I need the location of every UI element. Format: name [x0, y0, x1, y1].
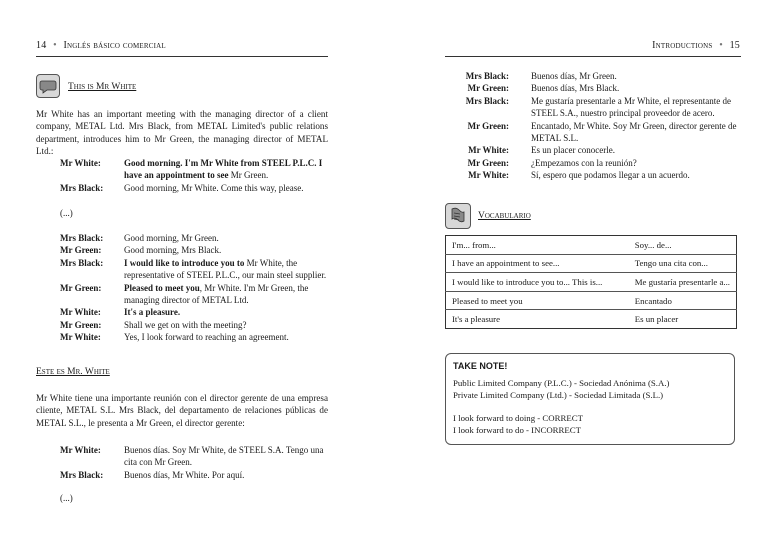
dialogue-line: Mrs Black: Buenos días, Mr Green.	[465, 71, 617, 81]
note-line: I look forward to do - INCORRECT	[453, 424, 582, 435]
bullet: •	[53, 40, 57, 51]
table-row: I have an appointment to see... Tengo una cita con...	[446, 254, 737, 273]
take-note-title: TAKE NOTE!	[453, 361, 508, 371]
vocabulary-icon	[445, 203, 471, 229]
table-row: I'm... from... Soy... de...	[452, 239, 672, 250]
dialogue-line: Mr White: Es un placer conocerle.	[468, 145, 615, 156]
speech-bubble-icon	[36, 74, 60, 98]
header-rule	[445, 56, 741, 57]
section-title-english: This is Mr White	[68, 82, 137, 92]
page-number-left: 14	[36, 40, 47, 51]
dialogue-line: Mr Green: Encantado, Mr White. Soy Mr Green, director gerente de METAL S.L.	[467, 120, 737, 144]
section-title-spanish: Este es Mr. White	[36, 367, 110, 377]
note-line: Public Limited Company (P.L.C.) - Sociedad Anónima (S.A.)	[453, 378, 670, 389]
dialogue-line: Mrs Black: Buenos días, Mr White. Por aquí.	[60, 469, 245, 480]
dialogue-line: Mrs Black: Good morning, Mr White. Come this way, please.	[60, 182, 304, 193]
dialogue-english-2	[60, 232, 330, 344]
right-page	[389, 0, 778, 555]
dialogue-english-1	[60, 157, 330, 194]
dialogue-line: Mr Green: Buenos días, Mrs Black.	[467, 83, 620, 94]
vocabulary-table	[445, 235, 737, 329]
dialogue-line: Mrs Black: I would like to introduce you to Mr White, the representative of STEEL P.L.C., our main steel supplier.	[60, 257, 327, 281]
dialogue-line: Mr White: It's a pleasure.	[60, 307, 181, 318]
dialogue-line: Mr White: Yes, I look forward to reaching an agreement.	[60, 332, 289, 343]
dialogue-text: Good morning. I'm Mr White from STEEL P.L.C. I have an appointment to see Mr Green.	[124, 158, 323, 181]
page-number-right: 15	[729, 40, 740, 51]
note-line: I look forward to doing - CORRECT	[453, 412, 583, 423]
dialogue-line: Mrs Black: Good morning, Mr Green.	[60, 233, 219, 243]
dialogue-line: Mr White: Sí, espero que podamos llegar a un acuerdo.	[468, 170, 690, 181]
table-row: Pleased to meet you Encantado	[446, 291, 737, 310]
ellipsis: (...)	[60, 493, 73, 503]
bullet: •	[719, 40, 723, 51]
table-row: I would like to introduce you to... This is... Me gustaría presentarle a...	[446, 273, 737, 292]
header-rule	[36, 56, 328, 57]
dialogue-spanish-continued	[445, 70, 741, 182]
dialogue-line: Mr Green: ¿Empezamos con la reunión?	[467, 157, 637, 168]
running-title-right: Introductions	[652, 40, 713, 51]
dialogue-spanish	[60, 444, 330, 481]
running-head-left	[36, 40, 166, 51]
intro-paragraph-english: Mr White has an important meeting with the managing director of a client company, METAL Ltd. Mrs Black, from METAL Limited's public relations department, introduces him to Mr Green, the managing director of METAL Ltd.:	[36, 109, 328, 157]
dialogue-line: Mr White: Good morning. I'm Mr White from STEEL P.L.C. I have an appointment to see Mr Green.	[60, 157, 330, 182]
running-title-left: Inglés básico comercial	[63, 40, 166, 51]
dialogue-line: Mr Green: Shall we get on with the meeting?	[60, 319, 247, 330]
ellipsis: (...)	[60, 208, 73, 218]
dialogue-line: Mr Green: Good morning, Mrs Black.	[60, 245, 222, 256]
vocabulary-title: Vocabulario	[478, 211, 531, 221]
running-head-right	[652, 40, 740, 51]
dialogue-line: Mrs Black: Me gustaría presentarle a Mr White, el representante de STEEL S.A., nuestro principal proveedor de acero.	[465, 95, 731, 119]
table-row: It's a pleasure Es un placer	[446, 310, 737, 329]
dialogue-line: Mr Green: Pleased to meet you, Mr White. I'm Mr Green, the managing director of METAL Ltd.	[60, 282, 309, 306]
intro-paragraph-spanish: Mr White tiene una importante reunión con el director gerente de una empresa cliente, METAL S.L. Mrs Black, del departamento de relaciones públicas de METAL S.L., le presenta a Mr Green, el director gerente:	[36, 393, 328, 428]
note-line: Private Limited Company (Ltd.) - Sociedad Limitada (S.L.)	[453, 390, 664, 401]
dialogue-line: Mr White: Buenos días. Soy Mr White, de STEEL S.A. Tengo una cita con Mr Green.	[60, 445, 324, 468]
take-note-box	[445, 353, 735, 445]
